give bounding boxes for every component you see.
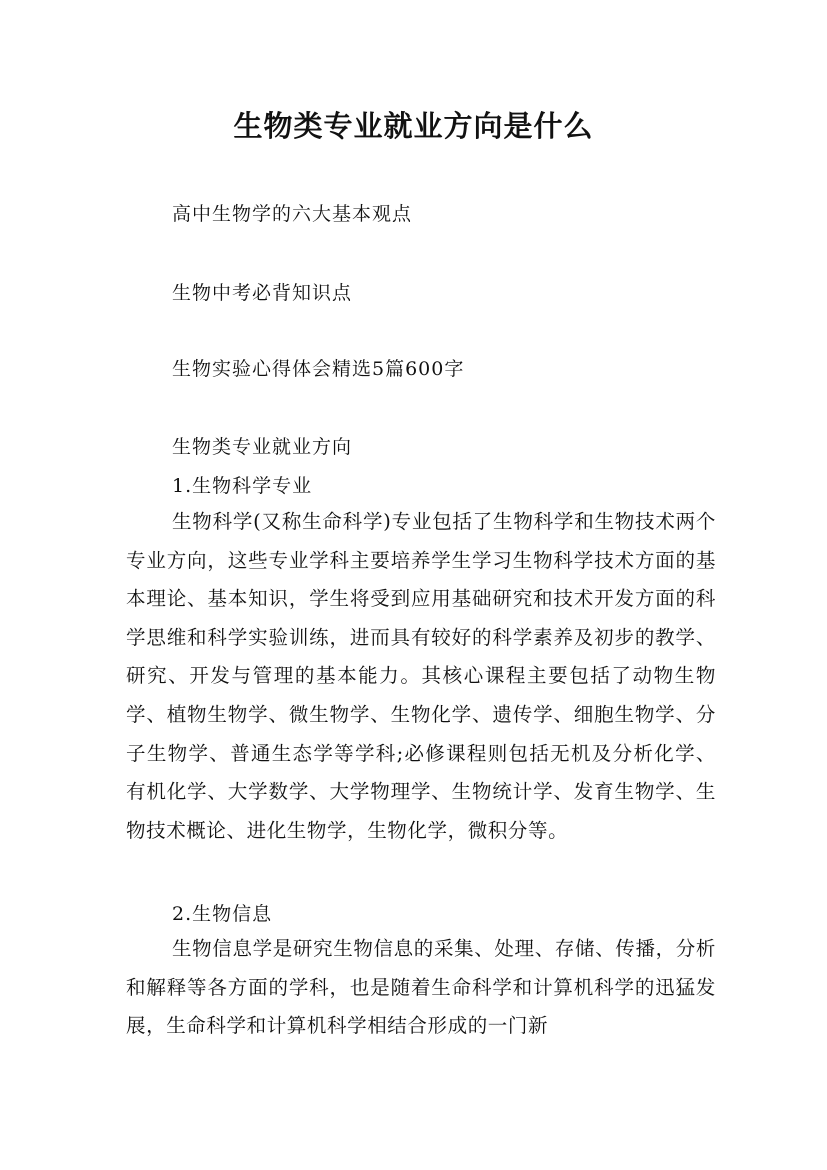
related-link-1[interactable]: 高中生物学的六大基本观点 — [172, 203, 413, 225]
item-heading-2: 2.生物信息 — [172, 903, 273, 925]
section-heading: 生物类专业就业方向 — [172, 436, 353, 458]
item-heading-1: 1.生物科学专业 — [172, 475, 313, 497]
item-body-2-text: 生物信息学是研究生物信息的采集、处理、存储、传播，分析和解释等各方面的学科，也是随着生命科学和计算机科学的迅猛发展，生命科学和计算机科学相结合形成的一门新 — [126, 937, 716, 1038]
related-link-2[interactable]: 生物中考必背知识点 — [172, 282, 353, 304]
related-link-3[interactable]: 生物实验心得体会精选5篇600字 — [172, 358, 465, 380]
item-body-2 — [126, 930, 716, 1046]
item-body-1 — [126, 503, 716, 850]
item-body-1-text: 生物科学(又称生命科学)专业包括了生物科学和生物技术两个专业方向，这些专业学科主要培养学生学习生物科学技术方面的基本理论、基本知识，学生将受到应用基础研究和技术开发方面的科学思维和科学实验训练，进而具有较好的科学素养及初步的教学、研究、开发与管理的基本能力。其核心课程主要包括了动物生物学、植物生物学、微生物学、生物化学、遗传学、细胞生物学、分子生物学、普通生态学等学科;必修课程则包括无机及分析化学、有机化学、大学数学、大学物理学、生物统计学、发育生物学、生物技术概论、进化生物学，生物化学，微积分等。 — [126, 510, 716, 842]
document-title: 生物类专业就业方向是什么 — [233, 109, 594, 143]
